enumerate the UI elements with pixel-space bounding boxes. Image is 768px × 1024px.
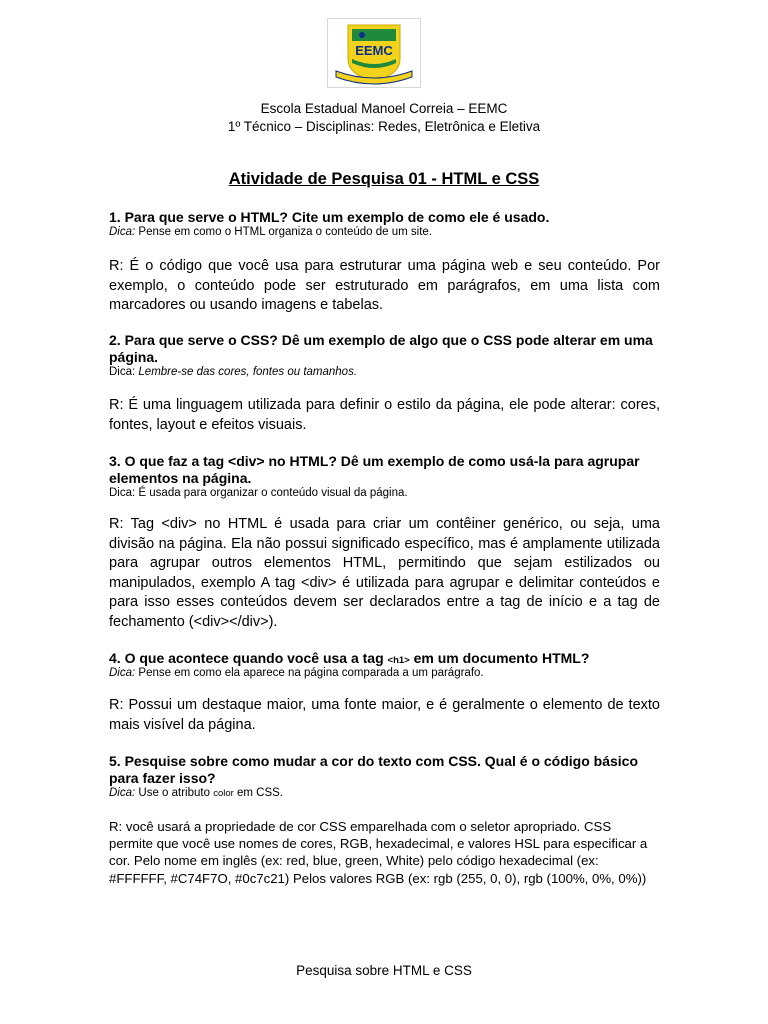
- hint-label: Dica:: [109, 667, 136, 679]
- inline-code-h1: <h1>: [387, 655, 410, 666]
- hint-text: Lembre-se das cores, fontes ou tamanhos.: [138, 366, 358, 378]
- answer-1: R: É o código que você usa para estruturar uma página web e seu conteúdo. Por exemplo, o conteúdo pode ser estruturado em parágrafos, em uma lista com marcadores ou usando imagens e tabelas.: [109, 258, 660, 313]
- hint-2: [109, 365, 661, 379]
- hint-label: Dica:: [109, 787, 136, 799]
- answer-2: R: É uma linguagem utilizada para definir o estilo da página, ele pode alterar: cores, fontes, layout e efeitos visuais.: [109, 397, 660, 433]
- logo-wordmark: EEMC: [355, 43, 393, 58]
- hint-1: [109, 225, 661, 239]
- hint-label: Dica:: [109, 366, 139, 378]
- answer-5: R: você usará a propriedade de cor CSS emparelhada com o seletor apropriado. CSS permite que você use nomes de cores, RGB, hexadecimal, e valores HSL para especificar a cor. Pelo nome em inglês (ex: red, blue, green, White) pelo código hexadecimal (ex: #FFFFFF, #C74F7O, #0c7c21) Pelos valores RGB (ex: rgb (255, 0, 0), rgb (100%, 0%, 0%)): [109, 819, 648, 886]
- question-text-end: em um documento HTML?: [409, 650, 590, 666]
- question-1: 1. Para que serve o HTML? Cite um exemplo de como ele é usado.: [109, 209, 550, 225]
- shield-icon: [328, 19, 420, 87]
- hint-3: [109, 486, 661, 500]
- question-5: 5. Pesquise sobre como mudar a cor do texto com CSS. Qual é o código básico para fazer isso?: [109, 753, 639, 786]
- page-title: Atividade de Pesquisa 01 - HTML e CSS: [228, 170, 540, 188]
- page-footer: Pesquisa sobre HTML e CSS: [296, 963, 472, 978]
- hint-text-start: Use o atributo: [135, 787, 214, 799]
- hint-text: É usada para organizar o conteúdo visual da página.: [138, 487, 408, 499]
- question-2: 2. Para que serve o CSS? Dê um exemplo de algo que o CSS pode alterar em uma página.: [109, 332, 653, 365]
- hint-label: Dica:: [109, 226, 136, 238]
- hint-label: Dica:: [109, 487, 139, 499]
- question-text-start: 4. O que acontece quando você usa a tag: [109, 650, 388, 666]
- answer-3: R: Tag <div> no HTML é usada para criar um contêiner genérico, ou seja, uma divisão na página. Ela não possui significado específico, mas é amplamente utilizada para agrupar outros elementos HTML, permitindo que sejam estilizados ou manipulados, exemplo A tag <div> é utilizada para agrupar e delimitar conteúdos e para isso esses conteúdos devem ser declarados entre a tag de início e a tag de fechamento (<div></div>).: [109, 516, 660, 630]
- course-line: 1º Técnico – Disciplinas: Redes, Eletrônica e Eletiva: [227, 119, 541, 134]
- inline-code-color: color: [213, 788, 234, 799]
- answer-4: R: Possui um destaque maior, uma fonte maior, e é geralmente o elemento de texto mais visível da página.: [109, 697, 660, 733]
- hint-text: Pense em como o HTML organiza o conteúdo de um site.: [135, 226, 433, 238]
- hint-text: Pense em como ela aparece na página comparada a um parágrafo.: [135, 667, 484, 679]
- hint-5: [109, 786, 661, 801]
- question-3: 3. O que faz a tag <div> no HTML? Dê um exemplo de como usá-la para agrupar elementos na página.: [109, 453, 640, 486]
- school-name: Escola Estadual Manoel Correia – EEMC: [260, 101, 508, 116]
- hint-text-end: em CSS.: [233, 787, 283, 799]
- school-logo: [327, 18, 421, 88]
- hint-4: [109, 666, 661, 680]
